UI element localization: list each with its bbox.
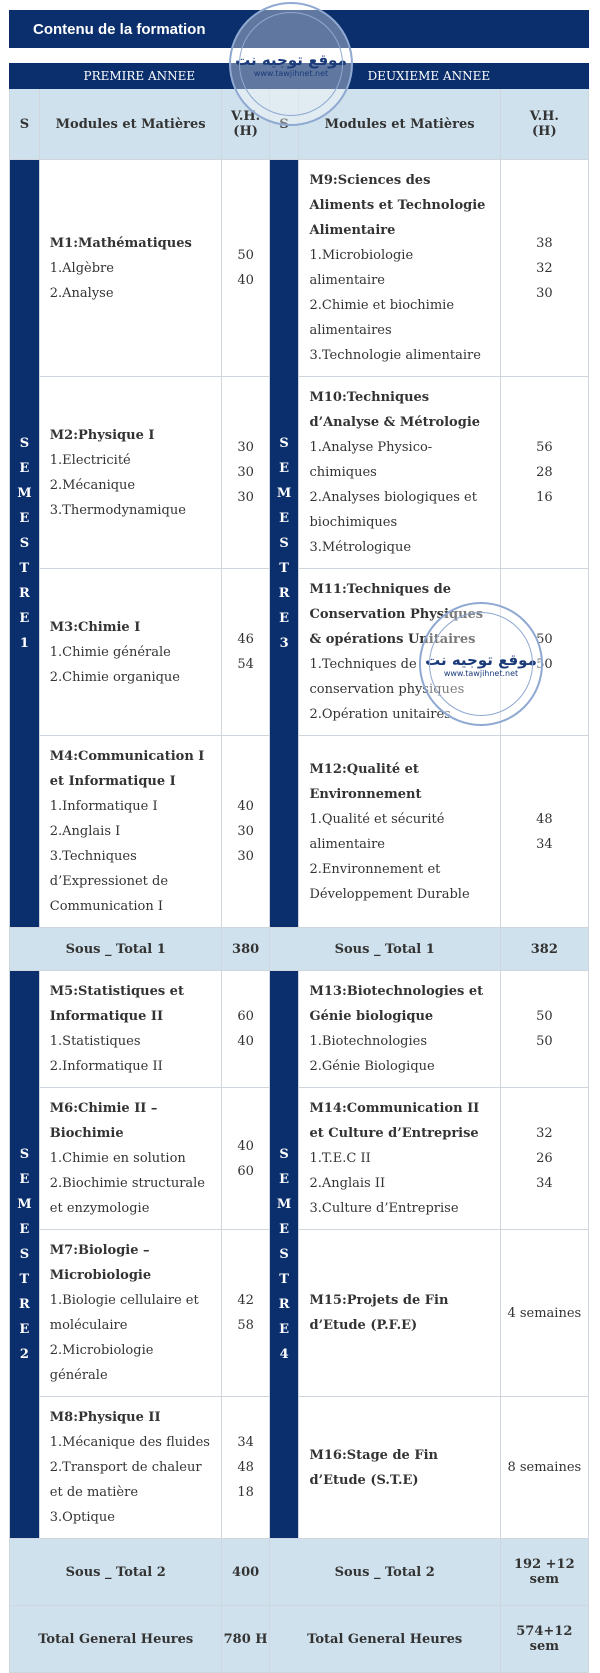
semester-letter: R: [18, 586, 30, 601]
module-title: M16:Stage de Fin d’Etude (S.T.E): [309, 1447, 438, 1488]
module-hours: [500, 160, 588, 377]
module-title: M11:Techniques de Conservation Physiques & opérations Unitaires: [309, 582, 484, 647]
module-row: [10, 736, 589, 928]
module-cell: [39, 377, 222, 569]
module-subject: 1.Algèbre: [49, 260, 114, 276]
subtotal-2-row-label-right: Sous _ Total 2: [269, 1539, 500, 1606]
module-subject: 3.Techniques d’Expressionet de Communication I: [49, 849, 169, 914]
semester-letter: T: [19, 1272, 30, 1287]
module-row: [10, 1230, 589, 1397]
semester-letter: M: [276, 486, 292, 501]
header-vh-label: V.H.: [231, 109, 261, 124]
hours-value: 50: [536, 1034, 553, 1049]
hours-value: 30: [237, 465, 254, 480]
module-cell: [39, 1397, 222, 1539]
module-subject: 2.Opération unitaires: [309, 707, 451, 722]
module-row: [10, 160, 589, 377]
hours-value: 50: [536, 1009, 553, 1024]
semester-2-cell: [10, 971, 40, 1539]
semester-letter: E: [19, 1322, 30, 1337]
module-title: M12:Qualité et Environnement: [309, 761, 422, 802]
module-subject: 2.Génie Biologique: [309, 1059, 435, 1074]
module-subject: 3.Culture d’Entreprise: [309, 1201, 459, 1216]
module-subject: 3.Thermodynamique: [49, 502, 186, 518]
module-hours: [500, 971, 588, 1088]
subtotal-2-row-label-left: Sous _ Total 2: [10, 1539, 222, 1606]
hours-value: 30: [237, 824, 254, 839]
module-cell: [39, 971, 222, 1088]
semester-letter: M: [276, 1197, 292, 1212]
module-subject: 2.Anglais II: [309, 1176, 386, 1191]
module-cell: [299, 1088, 500, 1230]
semester-2-cell-letters: [10, 1142, 39, 1367]
semester-3-cell-letters: [270, 431, 299, 656]
hours-value: 40: [237, 1034, 254, 1049]
module-hours: [500, 736, 588, 928]
hours-value: 54: [237, 657, 254, 672]
semester-number: 2: [19, 1347, 29, 1362]
semester-letter: M: [17, 1197, 32, 1212]
hours-value: 58: [237, 1318, 254, 1333]
module-title: M2:Physique I: [49, 427, 155, 443]
semester-letter: E: [279, 511, 290, 526]
module-row: [10, 1397, 589, 1539]
semester-letter: R: [18, 1297, 30, 1312]
hours-value: 8 semaines: [507, 1460, 582, 1475]
hours-value: 34: [237, 1435, 254, 1450]
module-cell: [299, 160, 500, 377]
hours-value: 40: [237, 1138, 254, 1154]
module-subject: 1.T.E.C II: [309, 1151, 371, 1166]
module-subject: 2.Environnement et Développement Durable: [309, 861, 470, 902]
watermark-stamp-right: موقع توجيه نت www.tawjihnet.net: [419, 602, 543, 726]
module-subject: 2.Informatique II: [49, 1059, 163, 1074]
module-subject: 2.Chimie organique: [49, 669, 180, 685]
module-title: M8:Physique II: [49, 1410, 161, 1425]
subtotal-1-row-label-left: Sous _ Total 1: [10, 928, 222, 971]
semester-letter: E: [19, 611, 30, 626]
subtotal-1-row: [10, 928, 589, 971]
hours-value: 26: [536, 1151, 553, 1166]
semester-1-cell: [10, 160, 40, 928]
module-subject: 1.Biologie cellulaire et moléculaire: [49, 1293, 199, 1333]
module-subject: 1.Microbiologie alimentaire: [309, 248, 414, 288]
header-s: S: [10, 89, 40, 160]
module-cell: [299, 1230, 500, 1397]
semester-letter: E: [279, 1322, 290, 1337]
header-vh-unit: (H): [532, 124, 557, 139]
semester-letter: E: [19, 511, 30, 526]
module-subject: 3.Optique: [49, 1510, 115, 1525]
module-hours: [222, 971, 269, 1088]
year-2-label: DEUXIEME ANNEE: [269, 64, 588, 89]
hours-value: 32: [536, 260, 553, 276]
header-modules: Modules et Matières: [299, 89, 500, 160]
module-subject: 1.Mécanique des fluides: [49, 1435, 210, 1450]
hours-value: 32: [536, 1126, 553, 1141]
module-title: M7:Biologie – Microbiologie: [49, 1243, 152, 1283]
semester-letter: T: [279, 1272, 289, 1287]
header-vh-label: V.H.: [529, 109, 559, 124]
semester-letter: M: [17, 486, 32, 501]
semester-letter: S: [19, 536, 30, 551]
module-hours: [500, 1088, 588, 1230]
hours-value: 30: [237, 490, 254, 505]
header-vh-unit: (H): [233, 124, 258, 139]
semester-letter: R: [278, 1297, 290, 1312]
module-title: M9:Sciences des Aliments et Technologie Alimentaire: [309, 173, 486, 238]
subtotal-1-row-value-right: 382: [500, 928, 588, 971]
module-cell: [39, 569, 222, 736]
module-title: M6:Chimie II – Biochimie: [49, 1101, 158, 1141]
semester-letter: E: [279, 1222, 290, 1237]
subtotal-1-row-label-right: Sous _ Total 1: [269, 928, 500, 971]
module-hours: [222, 569, 269, 736]
module-row: [10, 377, 589, 569]
module-subject: 1.Statistiques: [49, 1034, 141, 1049]
module-subject: 1.Qualité et sécurité alimentaire: [309, 811, 445, 852]
module-cell: [39, 736, 222, 928]
module-hours: [222, 1397, 269, 1539]
module-hours: [222, 736, 269, 928]
hours-value: 42: [237, 1293, 254, 1308]
subtotal-2-row-value-left: 400: [222, 1539, 269, 1606]
module-subject: 2.Anglais I: [49, 824, 121, 839]
semester-letter: S: [19, 1147, 30, 1162]
semester-letter: T: [19, 561, 30, 576]
module-title: M5:Statistiques et Informatique II: [49, 984, 184, 1024]
module-subject: 1.Techniques de conservation physiques: [309, 657, 465, 697]
semester-letter: E: [279, 1172, 290, 1187]
semester-3-cell: [269, 160, 299, 928]
semester-letter: E: [279, 461, 290, 476]
grand-total-row-label-left: Total General Heures: [10, 1606, 222, 1673]
semester-letter: T: [279, 561, 289, 576]
module-hours: [222, 377, 269, 569]
grand-total-row-label-right: Total General Heures: [269, 1606, 500, 1673]
subtotal-2-row: [10, 1539, 589, 1606]
header-vh: [500, 89, 588, 160]
module-hours: [222, 1230, 269, 1397]
hours-value: 50: [237, 248, 254, 263]
semester-letter: E: [19, 461, 30, 476]
module-title: M14:Communication II et Culture d’Entreprise: [309, 1101, 480, 1141]
semester-letter: S: [19, 1247, 30, 1262]
module-hours: [222, 1088, 269, 1230]
hours-value: 38: [536, 235, 553, 251]
module-hours: [500, 377, 588, 569]
section-title: Contenu de la formation: [33, 20, 206, 38]
header-modules: Modules et Matières: [39, 89, 222, 160]
subtotal-2-row-value-right: 192 +12 sem: [500, 1539, 588, 1606]
hours-value: 30: [237, 440, 254, 455]
grand-total-row: [10, 1606, 589, 1673]
module-subject: 1.Biotechnologies: [309, 1034, 428, 1049]
module-subject: 2.Microbiologie générale: [49, 1343, 154, 1383]
module-cell: [39, 1230, 222, 1397]
module-subject: 1.Chimie générale: [49, 644, 171, 660]
hours-value: 56: [536, 440, 553, 455]
hours-value: 40: [237, 799, 254, 814]
module-hours: [500, 1397, 588, 1539]
hours-value: 48: [237, 1460, 254, 1475]
year-1-label: PREMIRE ANNEE: [10, 64, 270, 89]
module-cell: [299, 971, 500, 1088]
semester-number: 3: [279, 636, 289, 651]
module-subject: 2.Transport de chaleur et de matière: [49, 1460, 202, 1500]
module-row: [10, 971, 589, 1088]
subtotal-1-row-value-left: 380: [222, 928, 269, 971]
hours-value: 60: [237, 1163, 254, 1179]
hours-value: 46: [237, 632, 254, 647]
module-subject: 2.Analyses biologiques et biochimiques: [309, 490, 477, 530]
module-cell: [299, 736, 500, 928]
hours-value: 50: [536, 657, 553, 672]
hours-value: 48: [536, 811, 553, 827]
module-title: M3:Chimie I: [49, 619, 141, 635]
module-title: M13:Biotechnologies et Génie biologique: [309, 984, 484, 1024]
module-title: M1:Mathématiques: [49, 235, 192, 251]
module-subject: 3.Technologie alimentaire: [309, 348, 481, 363]
semester-letter: S: [279, 1247, 289, 1262]
module-title: M4:Communication I et Informatique I: [49, 749, 205, 789]
module-subject: 2.Mécanique: [49, 477, 136, 493]
module-row: [10, 1088, 589, 1230]
module-cell: [39, 160, 222, 377]
semester-4-cell: [269, 971, 299, 1539]
module-subject: 3.Métrologique: [309, 540, 412, 555]
semester-number: 4: [279, 1347, 289, 1362]
header-s: S: [269, 89, 299, 160]
hours-value: 34: [536, 1176, 553, 1191]
hours-value: 60: [237, 1009, 254, 1024]
watermark-stamp-top: موقع توجيه نت www.tawjihnet.net: [229, 2, 353, 126]
module-subject: 1.Informatique I: [49, 799, 158, 814]
semester-letter: S: [279, 436, 289, 451]
hours-value: 34: [536, 836, 553, 852]
module-subject: 1.Analyse Physico-chimiques: [309, 440, 433, 480]
hours-value: 4 semaines: [507, 1305, 582, 1321]
module-title: M15:Projets de Fin d’Etude (P.F.E): [309, 1293, 449, 1333]
semester-letter: S: [279, 536, 289, 551]
semester-letter: S: [19, 436, 30, 451]
semester-4-cell-letters: [270, 1142, 299, 1367]
module-subject: 1.Chimie en solution: [49, 1151, 186, 1166]
semester-1-cell-letters: [10, 431, 39, 656]
module-hours: [222, 160, 269, 377]
semester-letter: E: [279, 611, 290, 626]
semester-letter: R: [278, 586, 290, 601]
hours-value: 40: [237, 273, 254, 288]
hours-value: 28: [536, 465, 553, 480]
hours-value: 30: [237, 849, 254, 864]
module-cell: [299, 1397, 500, 1539]
curriculum-table: [9, 63, 589, 1673]
semester-number: 1: [19, 636, 29, 651]
semester-letter: E: [19, 1222, 30, 1237]
module-title: M10:Techniques d’Analyse & Métrologie: [309, 390, 481, 430]
hours-value: 50: [536, 632, 553, 647]
grand-total-row-value-right: 574+12 sem: [500, 1606, 588, 1673]
grand-total-row-value-left: 780 H: [222, 1606, 269, 1673]
hours-value: 18: [237, 1485, 254, 1500]
module-hours: [500, 1230, 588, 1397]
semester-letter: E: [19, 1172, 30, 1187]
module-subject: 2.Biochimie structurale et enzymologie: [49, 1176, 206, 1216]
hours-value: 30: [536, 285, 553, 301]
module-subject: 2.Chimie et biochimie alimentaires: [309, 298, 455, 338]
semester-letter: S: [279, 1147, 289, 1162]
module-subject: 1.Electricité: [49, 452, 131, 468]
hours-value: 16: [536, 490, 553, 505]
module-cell: [39, 1088, 222, 1230]
module-subject: 2.Analyse: [49, 285, 114, 301]
module-cell: [299, 377, 500, 569]
